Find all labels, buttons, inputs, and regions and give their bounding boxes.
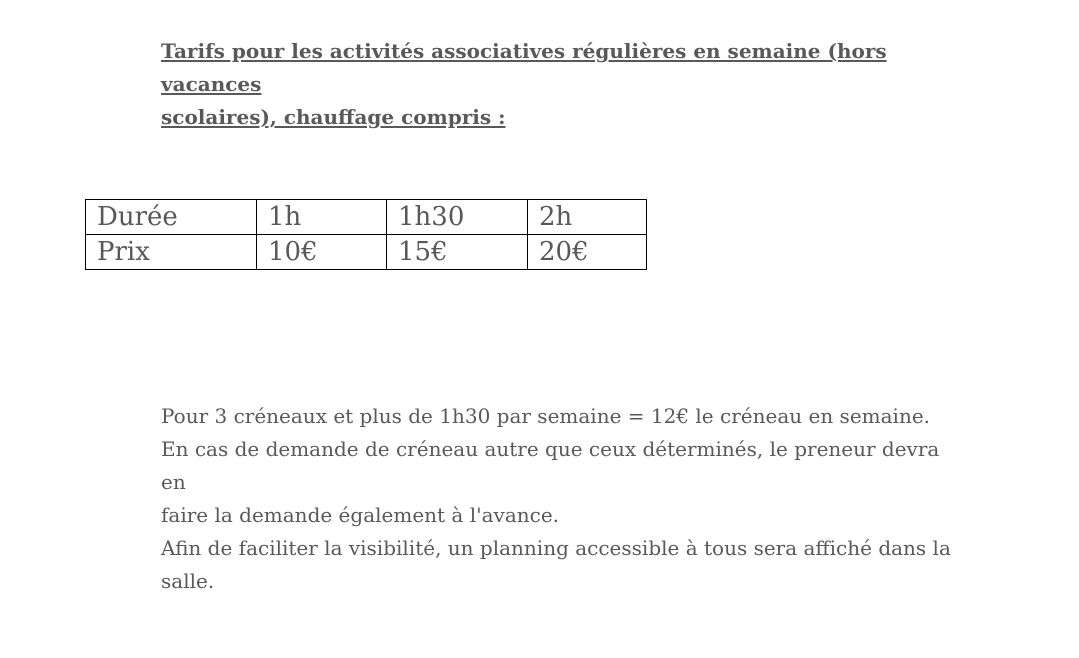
note-line-3: faire la demande également à l'avance. <box>161 503 560 527</box>
notes-paragraph <box>161 400 961 598</box>
table-cell-duration-1h30: 1h30 <box>387 200 528 235</box>
pricing-table <box>85 199 647 270</box>
note-line-1: Pour 3 créneaux et plus de 1h30 par semaine = 12€ le créneau en semaine. <box>161 404 931 428</box>
table-cell-price-1h: 10€ <box>257 235 387 270</box>
table-cell-price-2h: 20€ <box>528 235 647 270</box>
page-heading <box>161 35 981 134</box>
table-cell-price-1h30: 15€ <box>387 235 528 270</box>
table-row-duration <box>86 200 647 235</box>
table-cell-price-label: Prix <box>86 235 257 270</box>
note-line-4: Afin de faciliter la visibilité, un planning accessible à tous sera affiché dans la <box>161 536 951 560</box>
table-cell-duration-2h: 2h <box>528 200 647 235</box>
table-cell-duration-1h: 1h <box>257 200 387 235</box>
heading-line-2: scolaires), chauffage compris : <box>161 105 506 129</box>
note-line-5: salle. <box>161 569 215 593</box>
table-row-price <box>86 235 647 270</box>
table-cell-duration-label: Durée <box>86 200 257 235</box>
heading-line-1: Tarifs pour les activités associatives régulières en semaine (hors vacances <box>161 39 887 96</box>
note-line-2: En cas de demande de créneau autre que ceux déterminés, le preneur devra en <box>161 437 940 494</box>
